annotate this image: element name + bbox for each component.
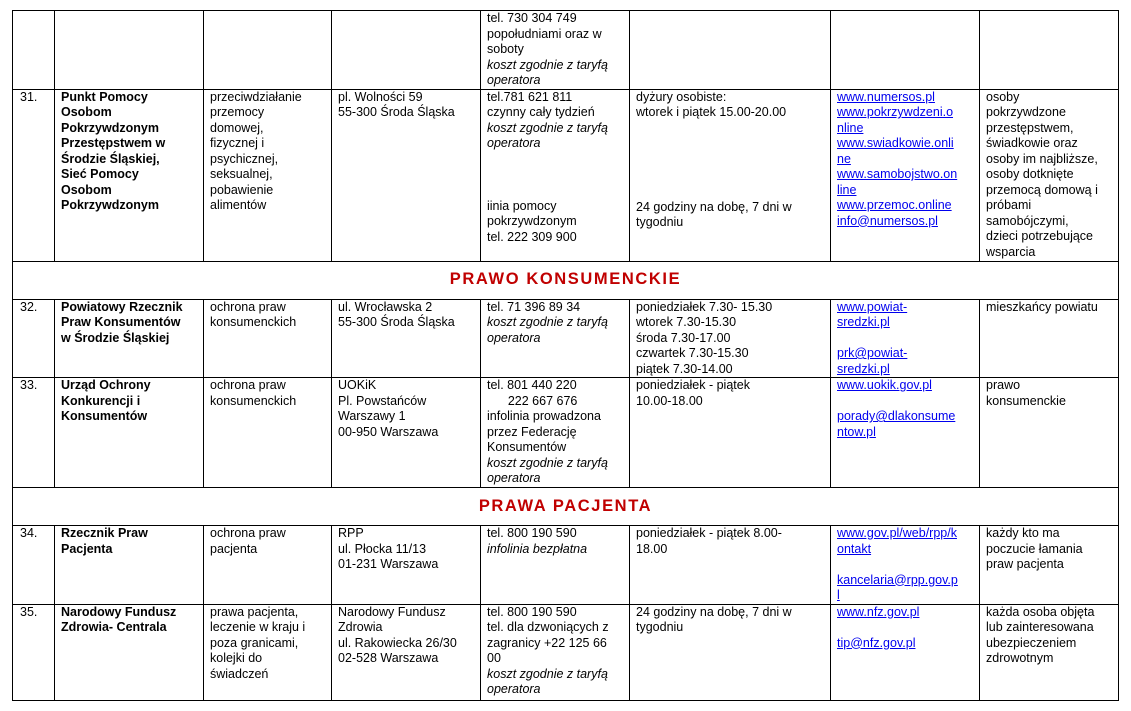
contact-line: tel. 222 309 900 [487, 229, 577, 244]
scope-of-help [204, 526, 332, 605]
address [332, 299, 481, 378]
link-text: www.przemoc.online [837, 198, 952, 212]
cell-line: każdy kto ma [986, 526, 1060, 540]
cost-note: infolinia bezpłatna [487, 541, 588, 556]
link-text: info@numersos.pl [837, 213, 938, 228]
cell-line: alimentów [210, 198, 267, 212]
contact-line: 00 [487, 651, 501, 665]
contact-line: Konsumentów [487, 440, 567, 454]
entry-number: 34. [13, 526, 55, 605]
target-group [980, 378, 1119, 488]
table-row [13, 378, 1119, 488]
phone-contact [481, 604, 630, 700]
cell-line: Pokrzywdzonym [61, 120, 159, 135]
cell-line: pacjenta [210, 541, 258, 556]
cell-line: w Środzie Śląskiej [61, 330, 170, 345]
cell-line: prawo [986, 378, 1021, 392]
cell-line: Konsumentów [61, 409, 148, 423]
cell-line: kolejki do [210, 651, 263, 665]
institution-name [55, 299, 204, 378]
cell-line: ochrona praw [210, 526, 286, 540]
scope-of-help [204, 299, 332, 378]
link-text: prk@powiat- [837, 346, 908, 360]
target-group [980, 11, 1119, 90]
table-row [13, 11, 1119, 90]
web-and-email [831, 11, 980, 90]
cost-note: koszt zgodnie z taryfą [487, 120, 608, 135]
link-text: www.samobojstwo.on [837, 167, 958, 181]
link-text: line [837, 182, 857, 197]
cell-line: konsumenckie [986, 393, 1066, 408]
website-link[interactable] [837, 378, 973, 394]
cell-line: pobawienie [210, 182, 274, 197]
web-and-email [831, 526, 980, 605]
address [332, 378, 481, 488]
table-row [13, 604, 1119, 700]
cell-line: ul. Płocka 11/13 [338, 541, 427, 556]
cell-line: Przestępstwem w [61, 136, 166, 150]
contact-line: przez Federację [487, 424, 577, 439]
cell-line: konsumenckich [210, 393, 297, 408]
table-row [13, 526, 1119, 605]
cell-line: fizycznej i [210, 136, 265, 150]
section-header-row [13, 261, 1119, 299]
cell-line: Praw Konsumentów [61, 315, 181, 329]
cell-line: zdrowotnym [986, 651, 1054, 665]
cell-line: Rzecznik Praw [61, 526, 148, 540]
cell-line: 02-528 Warszawa [338, 651, 439, 665]
website-link[interactable] [837, 136, 973, 167]
contact-line: zagranicy +22 125 66 [487, 635, 607, 650]
website-link[interactable] [837, 526, 973, 557]
cell-line: Zdrowia [338, 620, 383, 634]
entry-number: 33. [13, 378, 55, 488]
cell-line: dzieci potrzebujące [986, 229, 1094, 243]
cell-line: wtorek 7.30-15.30 [636, 315, 737, 329]
cell-line: czwartek 7.30-15.30 [636, 346, 749, 360]
link-text: l [837, 588, 840, 602]
link-text: sredzki.pl [837, 315, 890, 329]
link-text: www.pokrzywdzeni.o [837, 105, 954, 119]
cell-line: 55-300 Środa Śląska [338, 105, 455, 119]
contact-line: tel. dla dzwoniących z [487, 620, 609, 634]
cell-line: lub zainteresowana [986, 620, 1094, 634]
section-header-row [13, 488, 1119, 526]
cell-line: 00-950 Warszawa [338, 424, 439, 439]
cell-line: 18.00 [636, 541, 668, 556]
phone-contact [481, 299, 630, 378]
document-page [12, 10, 1118, 701]
link-text: www.gov.pl/web/rpp/k [837, 526, 957, 540]
opening-hours [630, 378, 831, 488]
cell-line: Narodowy Fundusz [61, 604, 177, 619]
cell-line: Punkt Pomocy [61, 89, 148, 104]
contact-line: popołudniami oraz w [487, 26, 602, 41]
cell-line: Pl. Powstańców [338, 393, 427, 408]
web-and-email [831, 378, 980, 488]
link-text: www.numersos.pl [837, 89, 935, 104]
table-row [13, 89, 1119, 261]
cell-line: praw pacjenta [986, 557, 1064, 571]
email-link[interactable] [837, 636, 973, 652]
cell-line: Powiatowy Rzecznik [61, 299, 183, 314]
website-link[interactable] [837, 105, 973, 136]
link-text: kancelaria@rpp.gov.p [837, 572, 958, 587]
cell-line: Pokrzywdzonym [61, 198, 159, 212]
entry-number [13, 11, 55, 90]
cell-line: osoby im najbliższe, [986, 151, 1098, 166]
contact-line: soboty [487, 42, 524, 56]
link-text: nline [837, 120, 864, 135]
cell-line: 24 godziny na dobę, 7 dni w [636, 604, 792, 619]
cell-line: ul. Rakowiecka 26/30 [338, 635, 457, 650]
opening-hours [630, 89, 831, 261]
link-text: sredzki.pl [837, 361, 890, 376]
cell-line: psychicznej, [210, 151, 279, 166]
contact-line: tel. 800 190 590 [487, 604, 577, 619]
cell-line: seksualnej, [210, 167, 273, 181]
cell-line: konsumenckich [210, 315, 297, 329]
cell-line: każda osoba objęta [986, 604, 1095, 619]
link-text: www.nfz.gov.pl [837, 604, 920, 619]
cell-line: 24 godziny na dobę, 7 dni w [636, 199, 792, 214]
cell-line: przestępstwem, [986, 120, 1074, 135]
cell-line: Konkurencji i [61, 393, 141, 408]
opening-hours [630, 11, 831, 90]
entry-number: 31. [13, 89, 55, 261]
cell-line: leczenie w kraju i [210, 620, 306, 634]
cell-line: tygodniu [636, 620, 684, 634]
cost-note: operatora [487, 682, 541, 696]
target-group [980, 526, 1119, 605]
cell-line: poczucie łamania [986, 541, 1083, 556]
cell-line: RPP [338, 526, 364, 540]
cell-line: Narodowy Fundusz [338, 604, 446, 619]
cell-line: osoby [986, 89, 1020, 104]
contact-line: 222 667 676 [487, 393, 578, 408]
contact-line: tel.781 621 811 [487, 89, 573, 104]
spacer [487, 152, 623, 199]
cell-line: Sieć Pomocy [61, 167, 139, 181]
cell-line: przeciwdziałanie [210, 89, 302, 104]
contact-line: tel. 801 440 220 [487, 378, 577, 392]
cell-line: świadczeń [210, 666, 269, 681]
cell-line: próbami [986, 198, 1032, 212]
cell-line: piątek 7.30-14.00 [636, 361, 733, 376]
contact-line: tel. 730 304 749 [487, 11, 577, 25]
cell-line: Zdrowia- Centrala [61, 620, 167, 634]
phone-contact [481, 11, 630, 90]
cell-line: ochrona praw [210, 378, 286, 392]
table-body [13, 11, 1119, 701]
website-link[interactable] [837, 300, 973, 331]
cost-note: koszt zgodnie z taryfą [487, 666, 608, 681]
link-text: tip@nfz.gov.pl [837, 635, 916, 650]
cell-line: poniedziałek 7.30- 15.30 [636, 299, 773, 314]
opening-hours [630, 299, 831, 378]
entry-number: 35. [13, 604, 55, 700]
contact-line: infolinia prowadzona [487, 409, 601, 423]
cell-line: poniedziałek - piątek 8.00- [636, 526, 782, 540]
link-text: www.uokik.gov.pl [837, 378, 932, 392]
website-link[interactable] [837, 198, 973, 214]
cell-line: 10.00-18.00 [636, 393, 703, 408]
target-group [980, 604, 1119, 700]
help-directory-table [12, 10, 1119, 701]
cell-line: świadkowie oraz [986, 136, 1078, 150]
web-and-email [831, 604, 980, 700]
cell-line: ochrona praw [210, 299, 286, 314]
link-text: porady@dlakonsume [837, 409, 956, 423]
cost-note: koszt zgodnie z taryfą [487, 315, 608, 329]
scope-of-help [204, 89, 332, 261]
spacer [636, 121, 824, 200]
address [332, 89, 481, 261]
web-and-email [831, 89, 980, 261]
section-title: PRAWO KONSUMENCKIE [13, 261, 1119, 299]
address [332, 604, 481, 700]
cell-line: przemocą domową i [986, 182, 1098, 197]
cell-line: poniedziałek - piątek [636, 378, 750, 392]
cell-line: 55-300 Środa Śląska [338, 315, 455, 329]
contact-line: iinia pomocy [487, 198, 557, 213]
cell-line: poza granicami, [210, 635, 299, 650]
contact-line: czynny cały tydzień [487, 105, 595, 119]
link-text: www.swiadkowie.onli [837, 136, 954, 150]
cell-line: Urząd Ochrony [61, 378, 151, 392]
phone-contact [481, 526, 630, 605]
website-link[interactable] [837, 605, 973, 621]
cell-line: domowej, [210, 120, 264, 135]
institution-name [55, 526, 204, 605]
link-text: ontakt [837, 541, 872, 556]
cell-line: mieszkańcy powiatu [986, 299, 1098, 314]
address [332, 526, 481, 605]
cell-line: samobójczymi, [986, 213, 1069, 228]
cost-note: koszt zgodnie z taryfą [487, 57, 608, 72]
cell-line: Warszawy 1 [338, 409, 406, 423]
cell-line: ubezpieczeniem [986, 635, 1077, 650]
cell-line: pokrzywdzone [986, 105, 1066, 119]
cell-line: wtorek i piątek 15.00-20.00 [636, 105, 787, 119]
contact-line: tel. 800 190 590 [487, 526, 577, 540]
institution-name [55, 604, 204, 700]
cell-line: osoby dotknięte [986, 167, 1074, 181]
cost-note: koszt zgodnie z taryfą [487, 455, 608, 470]
table-row [13, 299, 1119, 378]
web-and-email [831, 299, 980, 378]
website-link[interactable] [837, 167, 973, 198]
entry-number: 32. [13, 299, 55, 378]
link-text: www.powiat- [837, 299, 908, 314]
cell-line: Osobom [61, 105, 112, 119]
address [332, 11, 481, 90]
cell-line: dyżury osobiste: [636, 89, 727, 104]
cell-line: Pacjenta [61, 541, 113, 556]
institution-name [55, 378, 204, 488]
opening-hours [630, 604, 831, 700]
cost-note: operatora [487, 73, 541, 87]
institution-name [55, 89, 204, 261]
cell-line: 01-231 Warszawa [338, 557, 439, 571]
scope-of-help [204, 378, 332, 488]
website-link[interactable] [837, 90, 973, 106]
cell-line: środa 7.30-17.00 [636, 330, 731, 345]
link-text: ntow.pl [837, 424, 876, 439]
cost-note: operatora [487, 136, 541, 150]
cell-line: ul. Wrocławska 2 [338, 299, 433, 314]
cell-line: Środzie Śląskiej, [61, 151, 160, 166]
cell-line: wsparcia [986, 244, 1036, 259]
contact-line: pokrzywdzonym [487, 214, 577, 228]
phone-contact [481, 378, 630, 488]
cost-note: operatora [487, 330, 541, 345]
cell-line: pl. Wolności 59 [338, 89, 423, 104]
cell-line: UOKiK [338, 378, 377, 392]
section-title: PRAWA PACJENTA [13, 488, 1119, 526]
cell-line: prawa pacjenta, [210, 604, 299, 619]
contact-line: tel. 71 396 89 34 [487, 299, 581, 314]
link-text: ne [837, 151, 851, 166]
scope-of-help [204, 604, 332, 700]
target-group [980, 299, 1119, 378]
email-link[interactable] [837, 409, 973, 440]
opening-hours [630, 526, 831, 605]
cost-note: operatora [487, 471, 541, 485]
target-group [980, 89, 1119, 261]
email-link[interactable] [837, 573, 973, 604]
cell-line: tygodniu [636, 215, 684, 229]
email-link[interactable] [837, 346, 973, 377]
cell-line: Osobom [61, 182, 112, 197]
email-link[interactable] [837, 214, 973, 230]
cell-line: przemocy [210, 105, 265, 119]
scope-of-help [204, 11, 332, 90]
institution-name [55, 11, 204, 90]
phone-contact [481, 89, 630, 261]
